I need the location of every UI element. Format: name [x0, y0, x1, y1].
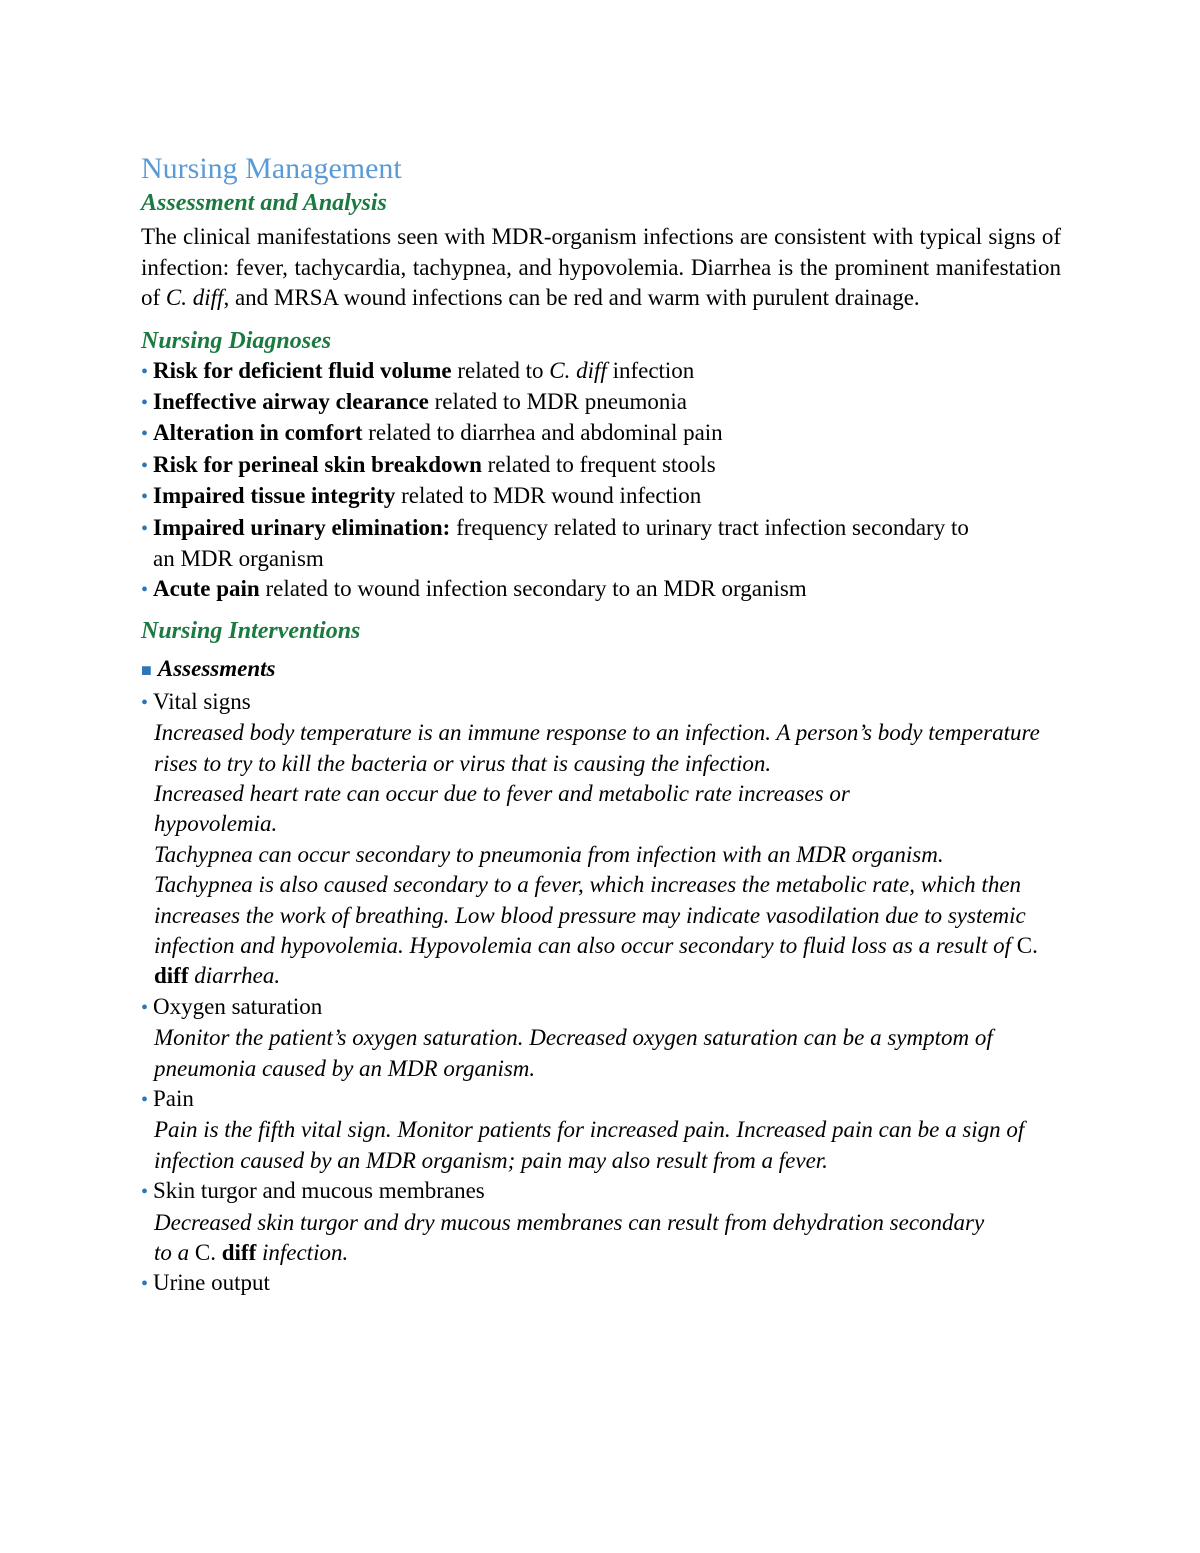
diagnosis-title: Impaired tissue integrity [153, 483, 396, 509]
assessment-item-label [141, 1084, 1061, 1115]
cdiff-diff: diff [154, 963, 189, 989]
bullet-icon: • [141, 423, 149, 446]
diagnosis-title: Alteration in comfort [153, 420, 363, 446]
assessment-item-skin [141, 1176, 1061, 1268]
diagnosis-detail: related to [451, 357, 550, 383]
item-label-text: Vital signs [153, 688, 251, 714]
assessment-item-description [141, 718, 1061, 992]
assessment-item-label [141, 687, 1061, 718]
diagnoses-list [141, 356, 1061, 606]
diagnosis-detail: related to wound infection secondary to an MDR organism [259, 576, 807, 602]
assessment-item-label [141, 992, 1061, 1023]
assessment-item-description: Pain is the fifth vital sign. Monitor patients for increased pain. Increased pain can be a sign of infection caused by an MDR organism; pain may also result from a fever. [154, 1117, 1025, 1173]
diagnosis-detail: infection [606, 357, 695, 383]
diagnoses-heading: Nursing Diagnoses [141, 327, 332, 354]
diagnosis-item [141, 418, 1061, 449]
bullet-icon: • [141, 1089, 149, 1112]
bullet-icon: • [141, 486, 149, 509]
rationale-heart-rate: Increased heart rate can occur due to fever and metabolic rate increases or hypovolemia. [154, 780, 850, 837]
cdiff-term: C. diff [549, 357, 607, 383]
diagnosis-title: Risk for deficient fluid volume [153, 357, 452, 383]
assessment-item-oxygen [141, 992, 1061, 1084]
rationale-respiration [154, 840, 1046, 992]
diagnosis-detail: frequency related to urinary tract infection secondary to an MDR organism [153, 514, 969, 571]
assessment-item-description: Monitor the patient’s oxygen saturation. Decreased oxygen saturation can be a symptom of pneumonia caused by an MDR organism. [154, 1025, 993, 1081]
bullet-icon: • [141, 360, 149, 383]
diagnosis-item [141, 387, 1061, 418]
square-bullet-icon: ■ [141, 659, 152, 680]
bullet-icon: • [141, 517, 149, 540]
diagnosis-title: Ineffective airway clearance [153, 388, 429, 414]
bullet-icon: • [141, 454, 149, 477]
rationale-end: diarrhea. [188, 963, 281, 989]
assessment-heading: Assessment and Analysis [141, 190, 387, 216]
page-title: Nursing Management [141, 152, 402, 185]
bullet-icon: • [141, 1181, 149, 1204]
assessment-paragraph [141, 222, 1061, 314]
diagnosis-item [141, 513, 1061, 575]
cdiff-c: C. [1016, 933, 1038, 958]
assessment-item-label [141, 1176, 1061, 1207]
diagnosis-item [141, 481, 1061, 512]
rationale-text: Tachypnea can occur secondary to pneumonia from infection with an MDR organism. Tachypnea is also caused secondary to a fever, which increases the metabolic rate, which then increases the work of breathing. Low blood pressure may indicate vasodilation due to systemic infection and hypovolemia. Hypovolemia can also occur secondary to fluid loss as a result of [154, 841, 1026, 958]
assessment-item-vital-signs [141, 687, 1061, 992]
item-label-text: Urine output [153, 1270, 270, 1296]
diagnosis-detail: related to diarrhea and abdominal pain [362, 420, 723, 446]
diagnosis-detail: related to frequent stools [481, 451, 716, 477]
document-page [141, 150, 1061, 1300]
diagnosis-item [141, 574, 1061, 605]
diagnosis-title: Risk for perineal skin breakdown [153, 451, 482, 477]
item-label-text: Pain [153, 1086, 194, 1112]
assessment-text-a: The clinical manifestations seen with MDR-organism infections are consistent with typical signs of infection: fever, tachycardia, tachypnea, and hypovolemia. Diarrhea is the prominent manifestation of [141, 224, 1061, 310]
rationale-temperature: Increased body temperature is an immune response to an infection. A person’s body temperature rises to try to kill the bacteria or virus that is causing the infection. [154, 720, 1040, 776]
assessment-item-description [141, 1208, 1061, 1269]
item-label-text: Oxygen saturation [153, 993, 323, 1019]
diagnosis-title: Impaired urinary elimination: [153, 514, 451, 540]
diagnosis-title: Acute pain [153, 576, 260, 602]
assessment-item-urine [141, 1268, 1061, 1299]
assessments-label: Assessments [157, 655, 276, 681]
bullet-icon: • [141, 1273, 149, 1296]
item-label-text: Skin turgor and mucous membranes [153, 1178, 485, 1204]
rationale-text: Decreased skin turgor and dry mucous membranes can result from dehydration secondary to a [154, 1209, 985, 1266]
bullet-icon: • [141, 996, 149, 1019]
bullet-icon: • [141, 691, 149, 714]
assessment-item-pain [141, 1084, 1061, 1176]
diagnosis-item [141, 356, 1061, 387]
cdiff-c: C. [194, 1240, 216, 1266]
assessments-subheading [141, 654, 1061, 685]
cdiff-term: C. diff [165, 285, 224, 310]
bullet-icon: • [141, 579, 149, 602]
rationale-end: infection. [256, 1240, 349, 1266]
interventions-heading: Nursing Interventions [141, 617, 361, 644]
diagnosis-detail: related to MDR pneumonia [428, 388, 687, 414]
diagnosis-detail: related to MDR wound infection [395, 483, 702, 509]
assessment-text-b: , and MRSA wound infections can be red and warm with purulent drainage. [223, 285, 920, 310]
cdiff-diff: diff [221, 1240, 257, 1266]
diagnosis-item [141, 450, 1061, 481]
bullet-icon: • [141, 391, 149, 414]
assessment-item-label [141, 1268, 1061, 1299]
